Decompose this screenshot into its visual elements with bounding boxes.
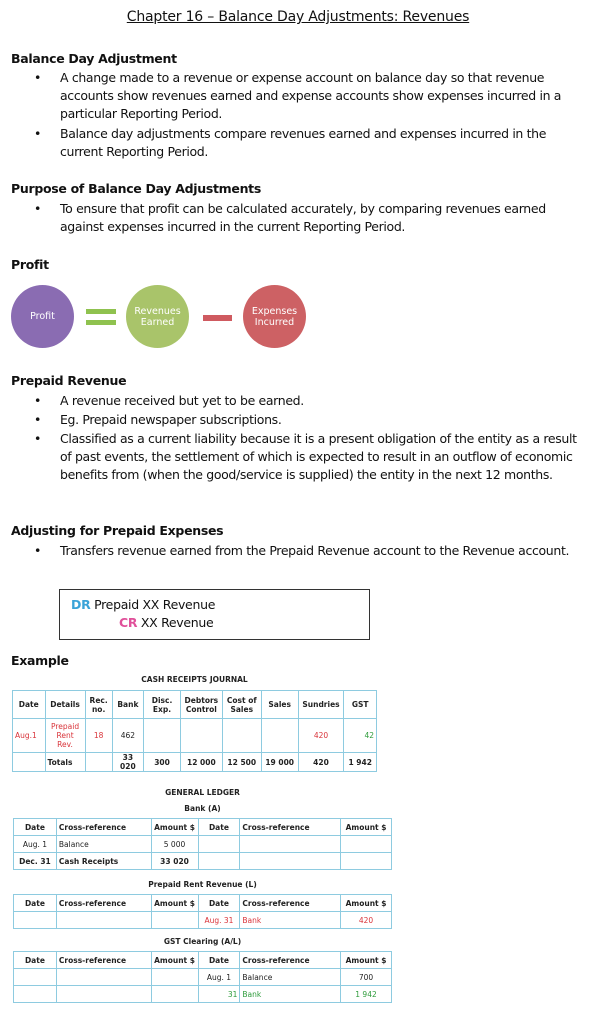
bank-account-title: Bank (A)	[184, 804, 221, 813]
bullet-item: • Classified as a current liability because it is a present obligation of the entity as a result of past events, the settlement of which is expected to result in an outflow of economic benefits from (when the good/service is supplied) the entity in the next 12 months.	[34, 431, 577, 482]
prepaid-rent-revenue-ledger	[13, 894, 392, 929]
bullet-item: • A revenue received but yet to be earned.	[34, 393, 304, 408]
table-header-row: Date Cross-reference Amount $ Date Cross-reference Amount $	[14, 952, 392, 969]
table-row: Aug. 1 Balance 5 000	[14, 836, 392, 853]
table-row: Aug. 31 Bank 420	[14, 912, 392, 929]
dr-account: Prepaid XX Revenue	[94, 597, 216, 612]
debit-line	[71, 597, 215, 612]
table-row: Aug. 1 Balance 700	[14, 969, 392, 986]
general-ledger-title: GENERAL LEDGER	[165, 788, 240, 797]
heading-adjusting: Adjusting for Prepaid Expenses	[11, 523, 224, 538]
profit-circle: Profit	[11, 285, 74, 348]
bullet-item: • Balance day adjustments compare revenues earned and expenses incurred in the current Reporting Period.	[34, 126, 547, 159]
table-header-row: Date Cross-reference Amount $ Date Cross-reference Amount $	[14, 819, 392, 836]
table-row: 31 Bank 1 942	[14, 986, 392, 1003]
revenues-earned-circle: Revenues Earned	[126, 285, 189, 348]
equals-sign-top	[86, 309, 116, 314]
bullet-item: • A change made to a revenue or expense account on balance day so that revenue accounts show revenues earned and expense accounts show expenses incurred in a particular Reporting Period.	[34, 70, 562, 121]
credit-line	[119, 615, 213, 630]
heading-purpose: Purpose of Balance Day Adjustments	[11, 181, 261, 196]
cr-label: CR	[119, 615, 138, 630]
page-title: Chapter 16 – Balance Day Adjustments: Revenues	[126, 9, 470, 25]
table-row: Dec. 31 Cash Receipts 33 020	[14, 853, 392, 870]
bank-ledger	[13, 818, 392, 870]
gst-clearing-ledger	[13, 951, 392, 1003]
expenses-incurred-circle: Expenses Incurred	[243, 285, 306, 348]
table-header-row: Date Details Rec. no. Bank Disc. Exp. Debtors Control Cost of Sales Sales Sundries GST	[13, 691, 377, 719]
bullet-item: • Eg. Prepaid newspaper subscriptions.	[34, 412, 282, 427]
equals-sign-bottom	[86, 320, 116, 325]
cr-account: XX Revenue	[140, 615, 214, 630]
heading-balance-day-adjustment: Balance Day Adjustment	[11, 51, 177, 66]
heading-prepaid-revenue: Prepaid Revenue	[11, 373, 127, 388]
table-row: Aug.1 Prepaid Rent Rev. 18 462 420 42	[13, 719, 377, 753]
prepaid-rent-revenue-title: Prepaid Rent Revenue (L)	[148, 880, 257, 889]
bullet-item: • To ensure that profit can be calculated accurately, by comparing revenues earned against expenses incurred in the current Reporting Period.	[34, 201, 546, 234]
crj-title: CASH RECEIPTS JOURNAL	[141, 675, 248, 684]
journal-entry-box	[59, 589, 370, 640]
minus-sign	[203, 315, 232, 321]
bullet-item: • Transfers revenue earned from the Prepaid Revenue account to the Revenue account.	[34, 543, 570, 558]
heading-example: Example	[11, 653, 69, 668]
totals-row: Totals 33 020 300 12 000 12 500 19 000 420 1 942	[13, 753, 377, 772]
dr-label: DR	[71, 597, 91, 612]
heading-profit: Profit	[11, 257, 49, 272]
cash-receipts-journal	[12, 690, 377, 772]
table-header-row: Date Cross-reference Amount $ Date Cross-reference Amount $	[14, 895, 392, 912]
gst-clearing-title: GST Clearing (A/L)	[163, 937, 242, 946]
